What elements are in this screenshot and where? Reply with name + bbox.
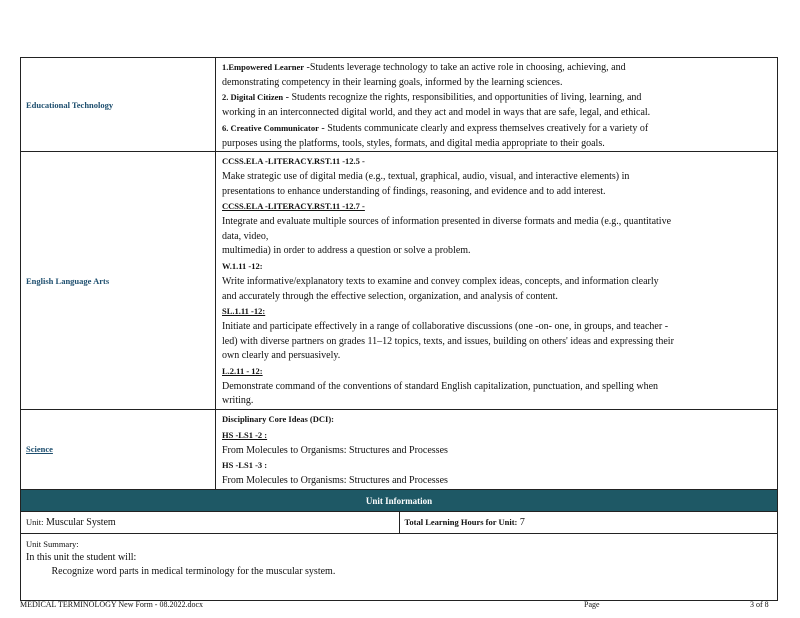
standard-text: writing. — [222, 395, 254, 407]
standard-code: L.2.11 - 12: — [222, 366, 263, 377]
standard-heading: 2. Digital Citizen — [222, 92, 284, 103]
unit-summary-label: Unit Summary: — [26, 539, 79, 549]
standard-line — [222, 335, 771, 350]
standard-code: Disciplinary Core Ideas (DCI): — [222, 414, 334, 425]
unit-label: Unit: — [26, 517, 44, 527]
standard-text: Write informative/explanatory texts to examine and convey complex ideas, concepts, and information clearly — [222, 275, 659, 287]
standard-text: led) with diverse partners on grades 11–12 topics, texts, and issues, building on others' ideas and expressing their — [222, 335, 674, 347]
standard-line — [222, 304, 771, 320]
standard-heading: 6. Creative Communicator — [222, 122, 319, 133]
subject-cell — [21, 152, 216, 410]
standard-line — [222, 259, 771, 275]
footer-filename: MEDICAL TERMINOLOGY New Form - 08.2022.docx — [20, 600, 204, 609]
standard-line — [222, 106, 771, 121]
standard-text: and accurately through the effective selection, organization, and analysis of content. — [222, 290, 558, 302]
standard-line — [222, 121, 771, 137]
standard-line — [222, 380, 771, 395]
standard-text: own clearly and persuasively. — [222, 350, 341, 362]
standard-text: Demonstrate command of the conventions of standard English capitalization, punctuation, and spelling when — [222, 380, 659, 392]
subject-cell — [21, 58, 216, 152]
subject-label: Science — [26, 444, 53, 455]
standard-text: multimedia) in order to address a question or solve a problem. — [222, 245, 471, 257]
standard-line — [222, 412, 771, 428]
standard-line — [222, 428, 771, 444]
standard-code: W.1.11 -12: — [222, 261, 263, 272]
standard-code: SL.1.11 -12: — [222, 306, 266, 317]
standard-text: Integrate and evaluate multiple sources of information presented in diverse formats and media (e.g., quantitative — [222, 216, 672, 228]
subject-label: English Language Arts — [26, 275, 110, 286]
standard-line — [222, 458, 771, 474]
standard-line — [222, 60, 771, 76]
hours-cell — [399, 512, 778, 534]
subject-label: Educational Technology — [26, 99, 114, 110]
standard-line — [222, 275, 771, 290]
unit-information-header: Unit Information — [21, 490, 778, 512]
standard-code: CCSS.ELA -LITERACY.RST.11 -12.7 - — [222, 201, 365, 212]
standard-code: HS -LS1 -3 : — [222, 460, 268, 471]
standards-table — [20, 57, 778, 490]
standard-line — [222, 90, 771, 106]
unit-summary-bullet-item — [26, 565, 772, 579]
standard-heading: 1.Empowered Learner — [222, 62, 304, 72]
standard-text: From Molecules to Organisms: Structures and Processes — [222, 444, 448, 456]
standard-line — [222, 137, 771, 152]
standard-line — [222, 474, 771, 489]
standard-text: presentations to enhance understanding of findings, reasoning, and evidence and to add interest. — [222, 185, 606, 197]
standards-row — [21, 58, 778, 152]
standard-line — [222, 290, 771, 305]
unit-summary-cell — [21, 534, 778, 601]
hours-label: Total Learning Hours for Unit: — [404, 517, 518, 527]
standards-content — [216, 410, 778, 490]
standard-text: Make strategic use of digital media (e.g., textual, graphical, audio, visual, and interactive elements) in — [222, 170, 630, 182]
hours-value: 7 — [519, 517, 525, 528]
standard-line — [222, 364, 771, 380]
standards-content — [216, 152, 778, 410]
standard-line — [222, 76, 771, 91]
standard-line — [222, 170, 771, 185]
standard-line — [222, 394, 771, 409]
standard-line — [222, 185, 771, 200]
unit-value: Muscular System — [45, 517, 116, 528]
standard-line — [222, 230, 771, 245]
standard-line — [222, 349, 771, 364]
footer-page-label: Page — [584, 600, 600, 609]
subject-cell — [21, 410, 216, 490]
standard-code: HS -LS1 -2 : — [222, 429, 268, 440]
standard-text: purposes using the platforms, tools, styles, formats, and digital media appropriate to their goals. — [222, 137, 605, 149]
standard-line — [222, 444, 771, 459]
unit-summary-intro: In this unit the student will: — [26, 552, 137, 563]
standard-line — [222, 320, 771, 335]
standard-code: CCSS.ELA -LITERACY.RST.11 -12.5 - — [222, 156, 365, 167]
footer-page-number: 3 of 8 — [750, 600, 769, 609]
standard-line — [222, 244, 771, 259]
standards-row — [21, 152, 778, 410]
standard-text: - Students communicate clearly and express themselves creatively for a variety of — [318, 122, 649, 134]
bullet-text: Recognize word parts in medical terminology for the muscular system. — [51, 566, 336, 577]
standards-row — [21, 410, 778, 490]
standard-line — [222, 215, 771, 230]
unit-information-table — [20, 489, 778, 601]
unit-name-cell — [21, 512, 400, 534]
standard-line — [222, 154, 771, 170]
standard-text: working in an interconnected digital world, and they act and model in ways that are safe, legal, and ethical. — [222, 107, 651, 119]
standard-text: - Students recognize the rights, responsibilities, and opportunities of living, learning, and — [283, 92, 642, 104]
standards-content — [216, 58, 778, 152]
standard-text: demonstrating competency in their learning goals, informed by the learning sciences. — [222, 76, 563, 88]
standard-text: data, video, — [222, 230, 269, 242]
standard-text: Initiate and participate effectively in a range of collaborative discussions (one -on- one, in groups, and teacher - — [222, 320, 669, 332]
standard-text: From Molecules to Organisms: Structures and Processes — [222, 474, 448, 486]
standard-text: -Students leverage technology to take an active role in choosing, achieving, and — [304, 62, 626, 73]
standard-line — [222, 199, 771, 215]
